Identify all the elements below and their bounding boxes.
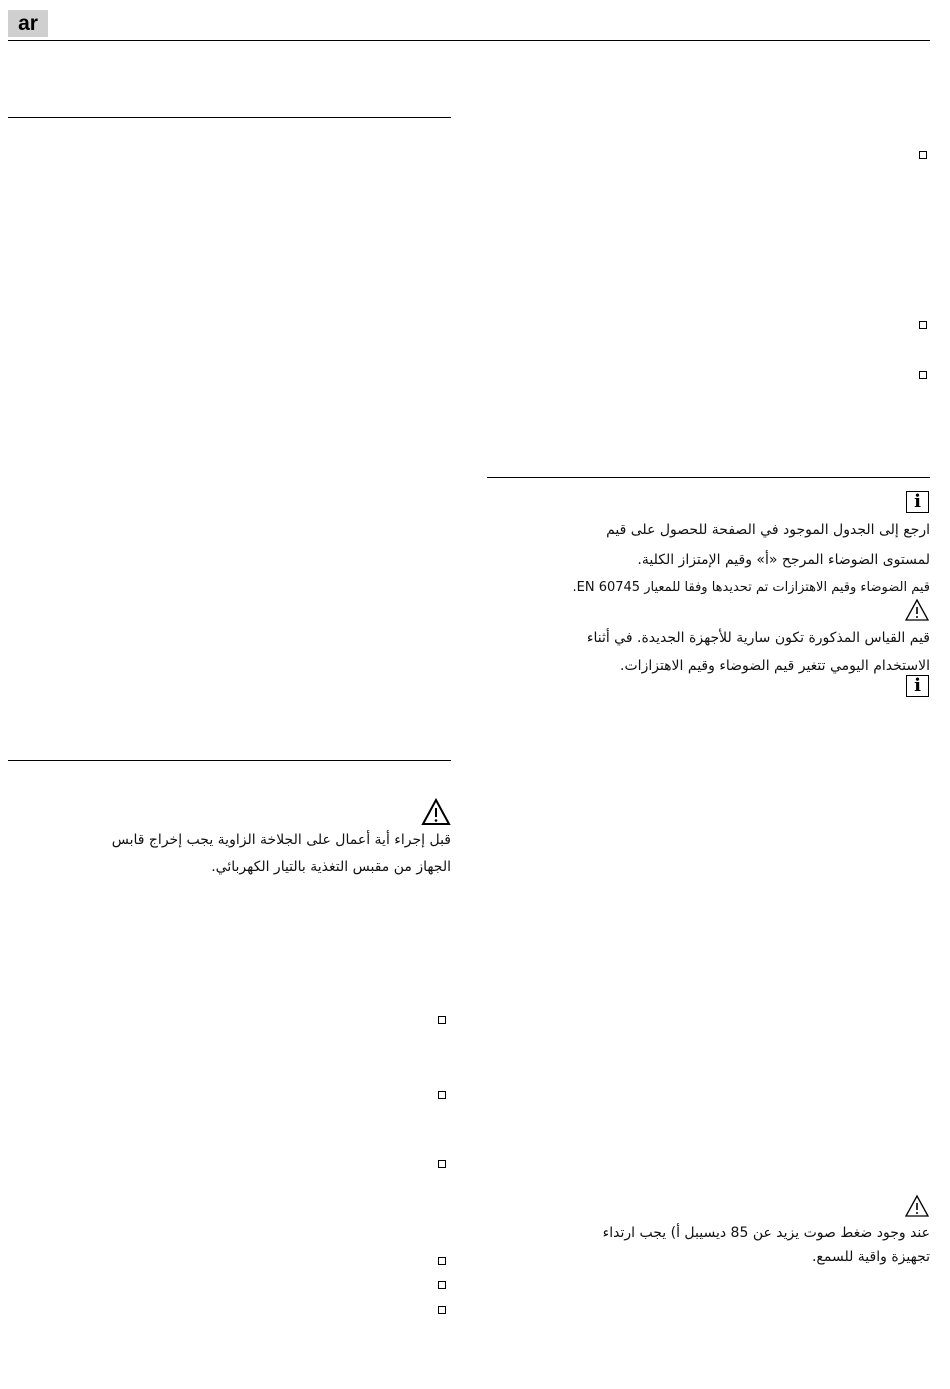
info-note-line: لمستوى الضوضاء المرجح «أ» وقيم الإمتزاز الكلية. <box>637 552 930 568</box>
bullet-marker <box>919 321 927 329</box>
bullet-marker <box>438 1091 446 1099</box>
warning-icon <box>421 798 451 826</box>
bullet-marker <box>438 1306 446 1314</box>
warning-note-line: قيم القياس المذكورة تكون سارية للأجهزة الجديدة. في أثناء <box>586 630 930 646</box>
warning-icon <box>904 598 930 622</box>
bullet-marker <box>438 1281 446 1289</box>
bullet-marker <box>438 1257 446 1265</box>
language-tab: ar <box>8 10 48 37</box>
header-rule <box>8 40 930 41</box>
bullet-marker <box>438 1160 446 1168</box>
info-icon: i <box>906 675 929 697</box>
bullet-marker <box>919 371 927 379</box>
info-icon: i <box>906 491 929 513</box>
maintenance-warning-line: قبل إجراء أية أعمال على الجلاخة الزاوية يجب إخراج قابس <box>111 832 451 848</box>
info-note-line: ارجع إلى الجدول الموجود في الصفحة للحصول على قيم <box>606 522 930 538</box>
warning-note-line: الاستخدام اليومي تتغير قيم الضوضاء وقيم الاهتزازات. <box>620 658 930 674</box>
norm-reference: قيم الضوضاء وقيم الاهتزازات تم تحديدها وفقا للمعيار EN 60745. <box>572 580 930 595</box>
warning-icon <box>904 1194 930 1218</box>
hearing-warning-line: تجهيزة واقية للسمع. <box>811 1249 930 1265</box>
bullet-marker <box>438 1016 446 1024</box>
hearing-warning-line: عند وجود ضغط صوت يزيد عن 85 ديسيبل أ) يجب ارتداء <box>602 1225 930 1241</box>
maintenance-warning-line: الجهاز من مقبس التغذية بالتيار الكهربائي. <box>211 859 451 875</box>
bullet-marker <box>919 151 927 159</box>
right-section-rule <box>487 477 930 478</box>
left-section-rule-bottom <box>8 760 451 761</box>
left-section-rule-top <box>8 117 451 118</box>
